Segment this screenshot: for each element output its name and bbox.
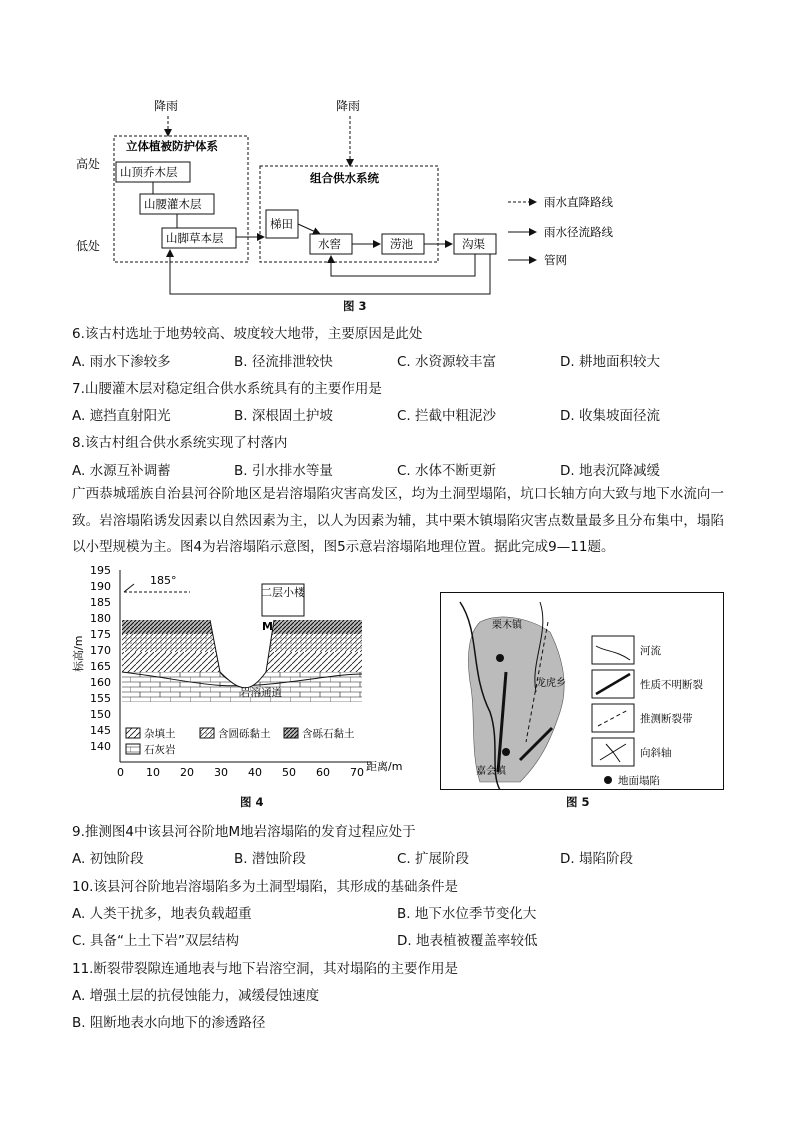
legend-direct-rain: 雨水直降路线: [544, 195, 613, 209]
town-limu: 栗木镇: [492, 620, 522, 631]
q7-option-d[interactable]: D. 收集坡面径流: [560, 408, 660, 424]
xtick: 60: [316, 766, 330, 779]
xtick: 50: [282, 766, 296, 779]
q8-option-c[interactable]: C. 水体不断更新: [397, 463, 497, 479]
water-system-label: 组合供水系统: [310, 171, 379, 185]
q7-option-b[interactable]: B. 深根固土护坡: [234, 408, 333, 424]
question-7-stem: 7.山腰灌木层对稳定组合供水系统具有的主要作用是: [72, 381, 382, 397]
q9-option-b[interactable]: B. 潜蚀阶段: [234, 851, 306, 867]
q6-option-c[interactable]: C. 水资源较丰富: [397, 354, 497, 370]
building-text: 二层小楼: [261, 586, 305, 599]
q10-option-b[interactable]: B. 地下水位季节变化大: [397, 906, 537, 922]
veg-system-label: 立体植被防护体系: [126, 139, 218, 153]
ytick: 150: [90, 708, 111, 721]
xtick: 70: [350, 766, 364, 779]
high-label: 高处: [76, 157, 101, 171]
channel-label: 岩溶通道: [240, 687, 282, 699]
layer-top: 山顶乔木层: [120, 165, 178, 179]
q8-option-a[interactable]: A. 水源互补调蓄: [72, 463, 171, 479]
legend-inferred: 推测断裂带: [640, 713, 693, 725]
q9-option-a[interactable]: A. 初蚀阶段: [72, 851, 144, 867]
collapse-point: [502, 748, 510, 756]
legend-collapse: 地面塌陷: [618, 775, 660, 787]
figure-3-flow-diagram: [70, 92, 630, 317]
pond-box: 涝池: [390, 237, 413, 251]
figure-3-caption: 图 3: [343, 299, 367, 313]
terrace-box: 梯田: [270, 217, 293, 231]
q8-option-b[interactable]: B. 引水排水等量: [234, 463, 333, 479]
q6-option-a[interactable]: A. 雨水下渗较多: [72, 354, 171, 370]
rain-label-1: 降雨: [154, 99, 179, 113]
ytick: 190: [90, 580, 111, 593]
q6-option-b[interactable]: B. 径流排泄较快: [234, 354, 333, 370]
legend-limestone: 石灰岩: [144, 744, 176, 756]
ytick: 145: [90, 724, 111, 737]
ytick: 140: [90, 740, 111, 753]
y-axis-label: 标高/m: [72, 635, 85, 672]
ditch-box: 沟渠: [462, 237, 485, 251]
q10-option-a[interactable]: A. 人类干扰多，地表负载超重: [72, 906, 252, 922]
ytick: 195: [90, 564, 111, 577]
ytick: 160: [90, 676, 111, 689]
direction-label: 185°: [150, 574, 177, 587]
ytick: 170: [90, 644, 111, 657]
legend-runoff: 雨水径流路线: [544, 225, 613, 239]
intro-paragraph: 广西恭城瑶族自治县河谷阶地区是岩溶塌陷灾害高发区，均为土洞型塌陷，坑口长轴方向大致与地下水流向一致。岩溶塌陷诱发因素以自然因素为主，以人为因素为辅，其中栗木镇塌陷灾害点数量最多且分布集中，塌陷以小型规模为主。图4为岩溶塌陷示意图，图5示意岩溶塌陷地理位置。据此完成9—11题。: [72, 486, 724, 555]
y-ticks: [90, 564, 111, 753]
x-axis-label: 距离/m: [366, 760, 403, 773]
low-label: 低处: [76, 239, 101, 253]
legend-pebble-clay: 含砾石黏土: [302, 728, 355, 740]
figure-5-caption: 图 5: [566, 795, 590, 809]
ytick: 180: [90, 612, 111, 625]
xtick: 40: [248, 766, 262, 779]
question-9-stem: 9.推测图4中该县河谷阶地M地岩溶塌陷的发育过程应处于: [72, 824, 416, 840]
ytick: 185: [90, 596, 111, 609]
xtick: 20: [180, 766, 194, 779]
building-label: [261, 585, 306, 599]
ytick: 175: [90, 628, 111, 641]
rain-label-2: 降雨: [336, 99, 361, 113]
figure-4-caption: 图 4: [240, 795, 264, 809]
q7-option-c[interactable]: C. 拦截中粗泥沙: [397, 408, 497, 424]
figure-5-map: [440, 592, 724, 790]
question-6-stem: 6.该古村选址于地势较高、坡度较大地带，主要原因是此处: [72, 326, 423, 342]
town-longhu: 龙虎乡: [536, 678, 566, 689]
question-11-stem: 11.断裂带裂隙连通地表与地下岩溶空洞，其对塌陷的主要作用是: [72, 961, 458, 977]
legend-fill-soil: 杂填土: [144, 728, 176, 740]
ytick: 155: [90, 692, 111, 705]
xtick: 10: [146, 766, 160, 779]
q11-option-a[interactable]: A. 增强土层的抗侵蚀能力，减缓侵蚀速度: [72, 988, 320, 1004]
town-jiahui: 嘉会镇: [476, 766, 506, 777]
question-10-stem: 10.该县河谷阶地岩溶塌陷多为土洞型塌陷，其形成的基础条件是: [72, 879, 458, 895]
layer-bottom: 山脚草本层: [166, 231, 224, 245]
q10-option-c[interactable]: C. 具备“上土下岩”双层结构: [72, 933, 239, 949]
xtick: 30: [214, 766, 228, 779]
xtick: 0: [117, 766, 124, 779]
point-m: M: [262, 620, 273, 633]
q7-option-a[interactable]: A. 遮挡直射阳光: [72, 408, 171, 424]
ytick: 165: [90, 660, 111, 673]
figure-4-cross-section: [70, 562, 420, 792]
legend-river: 河流: [640, 645, 661, 657]
legend-syncline: 向斜轴: [640, 747, 672, 759]
cellar-box: 水窖: [318, 237, 341, 251]
q6-option-d[interactable]: D. 耕地面积较大: [560, 354, 660, 370]
collapse-point: [496, 654, 504, 662]
q11-option-b[interactable]: B. 阻断地表水向地下的渗透路径: [72, 1015, 266, 1031]
legend-gravel-clay: 含圆砾黏土: [218, 728, 271, 740]
q10-option-d[interactable]: D. 地表植被覆盖率较低: [397, 933, 538, 949]
legend-pipe: 管网: [544, 253, 567, 267]
q9-option-c[interactable]: C. 扩展阶段: [397, 851, 470, 867]
q9-option-d[interactable]: D. 塌陷阶段: [560, 851, 633, 867]
layer-mid: 山腰灌木层: [144, 197, 202, 211]
question-8-stem: 8.该古村组合供水系统实现了村落内: [72, 435, 288, 451]
legend-fault: 性质不明断裂: [640, 679, 703, 691]
q8-option-d[interactable]: D. 地表沉降减缓: [560, 463, 660, 479]
